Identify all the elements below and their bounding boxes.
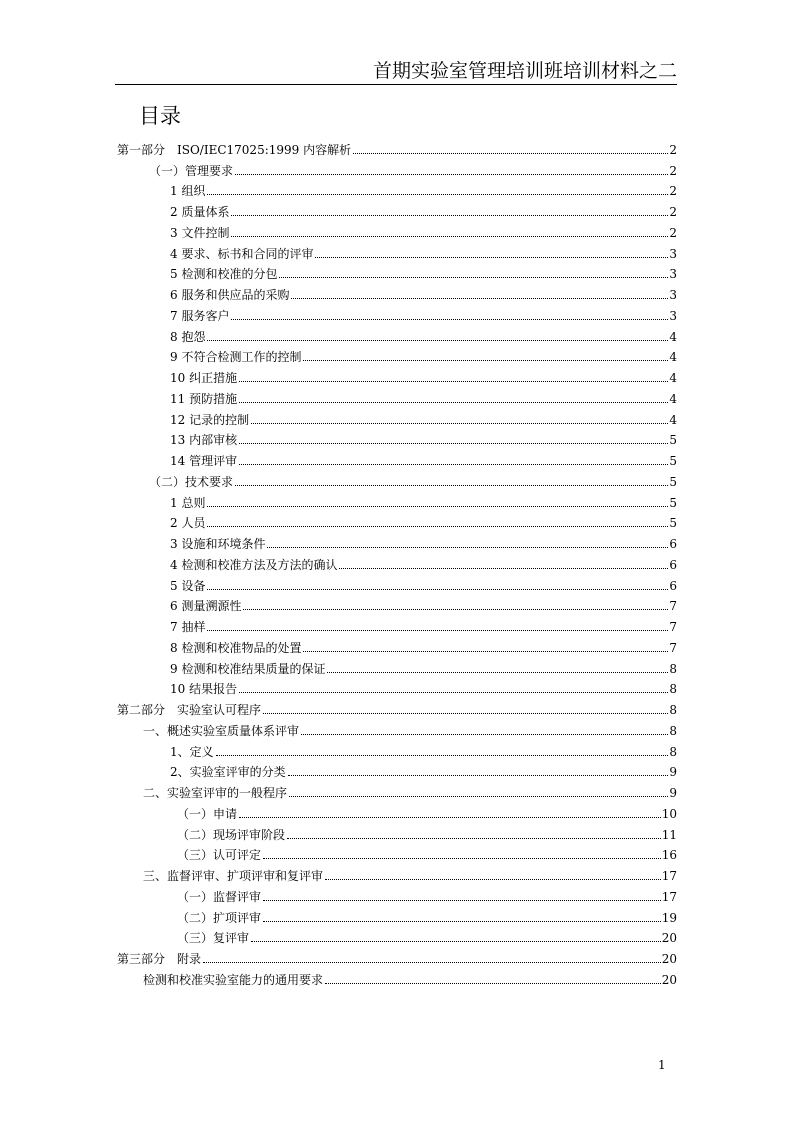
toc-dot-leader xyxy=(203,962,661,963)
toc-entry[interactable] xyxy=(117,801,677,822)
toc-entry-label: （一）管理要求 xyxy=(149,163,234,178)
toc-entry-page: 10 xyxy=(661,806,677,821)
toc-entry-page: 8 xyxy=(669,723,677,738)
toc-entry-label: 10 纠正措施 xyxy=(170,371,238,385)
toc-entry-page: 5 xyxy=(669,495,677,510)
toc-entry-label: （一）监督评审 xyxy=(177,889,262,904)
toc-entry-page: 8 xyxy=(669,682,677,697)
toc-entry-label: 7 抽样 xyxy=(170,620,206,634)
toc-entry[interactable] xyxy=(117,407,677,428)
toc-entry-page: 19 xyxy=(661,910,677,925)
toc-entry-label: 第一部分 ISO/IEC17025:1999 内容解析 xyxy=(117,142,352,157)
toc-dot-leader xyxy=(291,298,668,299)
toc-entry-page: 2 xyxy=(669,163,677,178)
toc-dot-leader xyxy=(239,443,668,444)
toc-dot-leader xyxy=(235,174,668,175)
toc-entry[interactable] xyxy=(117,656,677,677)
toc-entry-label: （一）申请 xyxy=(177,806,238,821)
toc-entry-label: 5 设备 xyxy=(170,578,206,593)
toc-entry-page: 20 xyxy=(661,952,677,966)
toc-entry-page: 16 xyxy=(661,848,677,863)
toc-entry-page: 3 xyxy=(669,267,677,282)
toc-dot-leader xyxy=(251,941,661,942)
page-header xyxy=(115,58,677,85)
toc-entry[interactable] xyxy=(117,220,677,241)
toc-entry[interactable] xyxy=(117,552,677,573)
toc-dot-leader xyxy=(235,485,668,486)
toc-entry-page: 7 xyxy=(669,640,677,655)
toc-entry[interactable] xyxy=(117,262,677,283)
toc-entry[interactable] xyxy=(117,303,677,324)
toc-entry-label: 6 服务和供应品的采购 xyxy=(170,288,290,302)
toc-entry-label: 2 质量体系 xyxy=(170,205,230,219)
toc-entry-page: 20 xyxy=(661,931,677,946)
toc-dot-leader xyxy=(325,983,661,984)
toc-entry-label: 3 设施和环境条件 xyxy=(170,537,266,551)
toc-entry-label: 13 内部审核 xyxy=(170,433,238,448)
toc-dot-leader xyxy=(287,838,661,839)
toc-entry-label: 9 检测和校准结果质量的保证 xyxy=(170,661,326,676)
toc-entry[interactable] xyxy=(117,179,677,200)
toc-entry-label: 第二部分 实验室认可程序 xyxy=(117,703,262,717)
toc-entry[interactable] xyxy=(117,635,677,656)
toc-entry-page: 5 xyxy=(669,474,677,489)
toc-entry-page: 2 xyxy=(669,205,677,219)
toc-entry-page: 6 xyxy=(669,537,677,551)
toc-entry-page: 4 xyxy=(669,329,677,344)
toc-entry-label: 12 记录的控制 xyxy=(170,412,250,427)
toc-entry-page: 7 xyxy=(669,620,677,634)
toc-entry[interactable] xyxy=(117,511,677,532)
toc-entry-page: 4 xyxy=(669,350,677,365)
toc-dot-leader xyxy=(239,817,661,818)
toc-entry[interactable] xyxy=(117,158,677,179)
toc-title: 目录 xyxy=(139,104,181,128)
toc-entry[interactable] xyxy=(117,863,677,884)
toc-entry-label: 6 测量溯源性 xyxy=(170,599,242,614)
toc-dot-leader xyxy=(339,568,668,569)
header-title: 首期实验室管理培训班培训材料之二 xyxy=(372,60,677,82)
toc-dot-leader xyxy=(279,277,668,278)
toc-entry[interactable] xyxy=(117,573,677,594)
toc-entry[interactable] xyxy=(117,926,677,947)
toc-dot-leader xyxy=(207,589,668,590)
toc-dot-leader xyxy=(231,236,668,237)
toc-dot-leader xyxy=(263,921,661,922)
toc-entry-page: 17 xyxy=(661,869,677,883)
toc-entry[interactable] xyxy=(117,905,677,926)
toc-entry-label: 11 预防措施 xyxy=(170,391,238,406)
toc-entry-page: 8 xyxy=(669,703,677,717)
toc-dot-leader xyxy=(303,651,668,652)
toc-entry-label: 2、实验室评审的分类 xyxy=(170,765,286,780)
toc-dot-leader xyxy=(239,381,668,382)
toc-entry-page: 9 xyxy=(669,786,677,800)
toc-dot-leader xyxy=(239,692,668,693)
toc-entry-page: 8 xyxy=(669,744,677,759)
toc-entry-label: 1 总则 xyxy=(170,495,206,510)
toc-entry[interactable] xyxy=(117,324,677,345)
toc-dot-leader xyxy=(303,360,668,361)
toc-entry-page: 20 xyxy=(661,972,677,987)
toc-entry[interactable] xyxy=(117,697,677,718)
toc-entry[interactable] xyxy=(117,614,677,635)
toc-entry-page: 2 xyxy=(669,184,677,199)
toc-entry-page: 5 xyxy=(669,433,677,448)
toc-entry-page: 4 xyxy=(669,391,677,406)
toc-dot-leader xyxy=(267,547,668,548)
toc-entry-label: 4 要求、标书和合同的评审 xyxy=(170,246,314,261)
toc-entry-page: 8 xyxy=(669,661,677,676)
toc-entry[interactable] xyxy=(117,946,677,967)
toc-entry[interactable] xyxy=(117,282,677,303)
toc-entry-label: 8 抱怨 xyxy=(170,329,206,344)
toc-entry[interactable] xyxy=(117,531,677,552)
toc-entry-label: 1 组织 xyxy=(170,184,206,199)
toc-dot-leader xyxy=(207,340,668,341)
toc-entry[interactable] xyxy=(117,780,677,801)
toc-entry[interactable] xyxy=(117,428,677,449)
toc-entry-page: 11 xyxy=(661,827,677,842)
toc-entry-page: 7 xyxy=(669,599,677,614)
toc-dot-leader xyxy=(231,215,668,216)
toc-dot-leader xyxy=(207,526,668,527)
toc-entry[interactable] xyxy=(117,822,677,843)
toc-dot-leader xyxy=(353,153,668,154)
toc-dot-leader xyxy=(207,194,668,195)
toc-entry[interactable] xyxy=(117,967,677,988)
toc-entry-page: 9 xyxy=(669,765,677,780)
toc-entry[interactable] xyxy=(117,469,677,490)
toc-entry-page: 5 xyxy=(669,516,677,531)
toc-entry-page: 6 xyxy=(669,557,677,572)
toc-dot-leader xyxy=(251,423,668,424)
toc-entry[interactable] xyxy=(117,884,677,905)
toc-entry-label: 7 服务客户 xyxy=(170,308,230,323)
toc-entry[interactable] xyxy=(117,843,677,864)
toc-entry-page: 3 xyxy=(669,288,677,302)
toc-entry-label: 8 检测和校准物品的处置 xyxy=(170,640,302,655)
toc-entry[interactable] xyxy=(117,386,677,407)
toc-entry-page: 2 xyxy=(669,142,677,157)
toc-entry-label: 检测和校准实验室能力的通用要求 xyxy=(143,972,324,987)
toc-entry-label: 3 文件控制 xyxy=(170,225,230,240)
toc-dot-leader xyxy=(207,506,668,507)
toc-dot-leader xyxy=(301,734,668,735)
toc-entry-label: 第三部分 附录 xyxy=(117,952,202,966)
toc-dot-leader xyxy=(289,796,668,797)
toc-dot-leader xyxy=(327,672,668,673)
toc-entry-label: （二）现场评审阶段 xyxy=(177,827,286,842)
toc-dot-leader xyxy=(243,609,668,610)
toc-dot-leader xyxy=(216,755,669,756)
toc-dot-leader xyxy=(288,775,669,776)
toc-entry-page: 4 xyxy=(669,412,677,427)
toc-entry-page: 5 xyxy=(669,454,677,468)
page-number: 1 xyxy=(658,1058,666,1072)
toc-entry-page: 3 xyxy=(669,246,677,261)
toc-entry-label: 一、概述实验室质量体系评审 xyxy=(143,723,300,738)
toc-entry-label: 1、定义 xyxy=(170,744,214,759)
toc-entry[interactable] xyxy=(117,241,677,262)
toc-entry[interactable] xyxy=(117,739,677,760)
toc-entry-label: 2 人员 xyxy=(170,516,206,531)
toc-entry-label: 4 检测和校准方法及方法的确认 xyxy=(170,557,338,572)
toc-entry-label: 5 检测和校准的分包 xyxy=(170,267,278,282)
toc-entry[interactable] xyxy=(117,760,677,781)
toc-dot-leader xyxy=(315,257,668,258)
toc-entry-page: 4 xyxy=(669,371,677,385)
toc-entry-label: （三）复评审 xyxy=(177,931,250,946)
toc-entry-page: 2 xyxy=(669,225,677,240)
toc-dot-leader xyxy=(263,713,668,714)
toc-dot-leader xyxy=(239,402,668,403)
toc-entry-page: 6 xyxy=(669,578,677,593)
toc-entry[interactable] xyxy=(117,718,677,739)
toc-dot-leader xyxy=(263,900,661,901)
toc-entry[interactable] xyxy=(117,199,677,220)
toc-entry[interactable] xyxy=(117,677,677,698)
toc-entry[interactable] xyxy=(117,137,677,158)
toc-dot-leader xyxy=(325,879,661,880)
toc-entry-label: 三、监督评审、扩项评审和复评审 xyxy=(143,869,324,883)
toc-entry-page: 17 xyxy=(661,889,677,904)
toc-entry[interactable] xyxy=(117,594,677,615)
toc-entry-label: （二）扩项评审 xyxy=(177,910,262,925)
toc-dot-leader xyxy=(231,319,668,320)
toc-entry[interactable] xyxy=(117,448,677,469)
toc-entry-label: 9 不符合检测工作的控制 xyxy=(170,350,302,365)
table-of-contents xyxy=(117,137,677,988)
toc-dot-leader xyxy=(239,464,668,465)
toc-entry-label: 14 管理评审 xyxy=(170,454,238,468)
toc-entry-label: 10 结果报告 xyxy=(170,682,238,697)
toc-entry[interactable] xyxy=(117,345,677,366)
toc-entry[interactable] xyxy=(117,490,677,511)
toc-entry-label: （二）技术要求 xyxy=(149,474,234,489)
toc-dot-leader xyxy=(207,630,668,631)
toc-entry-label: （三）认可评定 xyxy=(177,848,262,863)
toc-entry-page: 3 xyxy=(669,308,677,323)
toc-dot-leader xyxy=(263,858,661,859)
toc-entry-label: 二、实验室评审的一般程序 xyxy=(143,786,288,800)
toc-entry[interactable] xyxy=(117,365,677,386)
